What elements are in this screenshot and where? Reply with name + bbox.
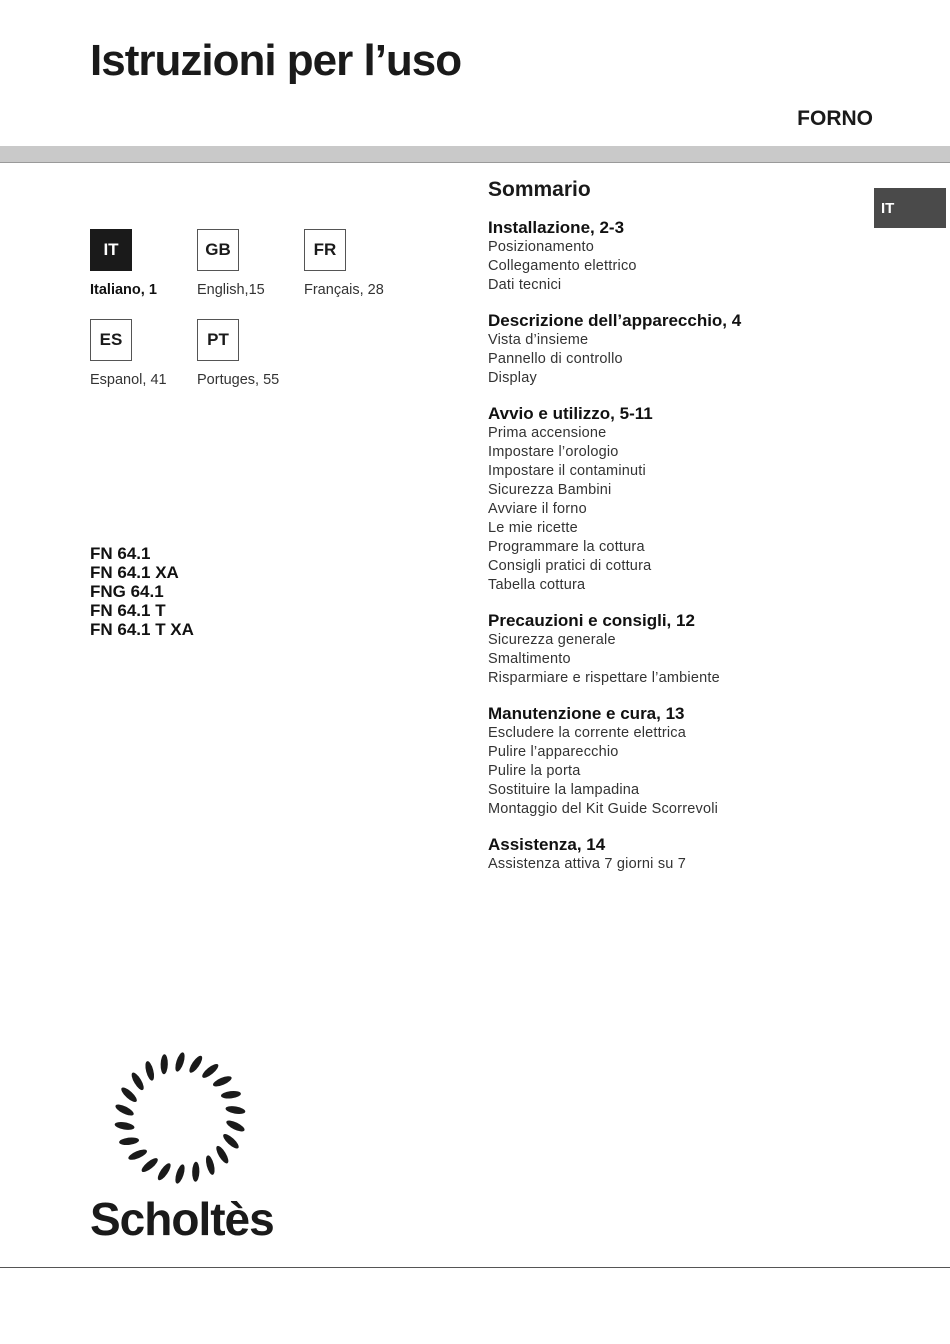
toc-item[interactable]: Vista d’insieme: [488, 332, 589, 348]
toc-title: Sommario: [488, 178, 591, 201]
toc-item[interactable]: Impostare l’orologio: [488, 444, 619, 460]
sun-ray: [204, 1155, 216, 1176]
lang-es[interactable]: [90, 319, 210, 388]
model-item: FN 64.1 T: [90, 601, 166, 620]
sun-ray: [221, 1132, 241, 1151]
lang-gb-label: English,15: [197, 282, 265, 298]
toc-section-heading[interactable]: Descrizione dell’apparecchio, 4: [488, 311, 742, 330]
toc-section-heading[interactable]: Assistenza, 14: [488, 835, 606, 854]
lang-it-label: Italiano, 1: [90, 282, 157, 298]
toc-item[interactable]: Posizionamento: [488, 239, 594, 255]
toc-item[interactable]: Assistenza attiva 7 giorni su 7: [488, 856, 687, 872]
toc-item[interactable]: Montaggio del Kit Guide Scorrevoli: [488, 801, 719, 817]
sun-ray: [200, 1062, 220, 1080]
toc-item[interactable]: Escludere la corrente elettrica: [488, 725, 687, 741]
toc-item[interactable]: Prima accensione: [488, 425, 607, 441]
sun-ray: [225, 1118, 246, 1133]
footer-divider: [0, 1267, 950, 1268]
toc-item[interactable]: Le mie ricette: [488, 520, 578, 536]
language-side-tab: IT: [874, 188, 946, 228]
model-item: FN 64.1: [90, 544, 151, 563]
lang-pt-badge[interactable]: PT: [197, 319, 239, 361]
header-divider: [0, 162, 950, 163]
toc-item[interactable]: Avviare il forno: [488, 501, 587, 517]
lang-fr-label: Français, 28: [304, 282, 384, 298]
toc-item[interactable]: Risparmiare e rispettare l’ambiente: [488, 670, 720, 686]
sun-ray: [160, 1054, 168, 1074]
sun-ray: [187, 1054, 204, 1075]
product-label: FORNO: [797, 107, 873, 130]
sun-ray: [119, 1137, 140, 1146]
model-item: FN 64.1 XA: [90, 563, 179, 582]
model-item: FNG 64.1: [90, 582, 164, 601]
toc-item[interactable]: Pulire la porta: [488, 763, 581, 779]
sun-ray: [192, 1162, 200, 1182]
sun-ray: [173, 1051, 186, 1072]
lang-fr[interactable]: [304, 229, 424, 298]
lang-pt[interactable]: [197, 319, 317, 388]
toc-section: [488, 218, 828, 295]
toc-item[interactable]: Smaltimento: [488, 651, 571, 667]
sun-ray: [114, 1102, 135, 1117]
toc-section: [488, 704, 828, 819]
toc-section-heading[interactable]: Installazione, 2-3: [488, 218, 625, 237]
lang-es-badge[interactable]: ES: [90, 319, 132, 361]
sun-ray: [140, 1156, 160, 1174]
toc-section: [488, 404, 828, 595]
lang-fr-badge[interactable]: FR: [304, 229, 346, 271]
sun-ray: [119, 1085, 139, 1104]
toc-item[interactable]: Pannello di controllo: [488, 351, 623, 367]
lang-pt-label: Portuges, 55: [197, 372, 280, 388]
sun-ray: [114, 1121, 135, 1132]
lang-gb-badge[interactable]: GB: [197, 229, 239, 271]
lang-gb[interactable]: [197, 229, 317, 298]
toc-item[interactable]: Sostituire la lampadina: [488, 782, 640, 798]
lang-it-badge[interactable]: IT: [90, 229, 132, 271]
sun-ray: [225, 1105, 246, 1116]
lang-it[interactable]: [90, 229, 210, 298]
model-list: [90, 544, 194, 639]
toc-item[interactable]: Sicurezza Bambini: [488, 482, 612, 498]
header-band: [0, 146, 950, 162]
sun-logo-icon: [110, 1048, 250, 1188]
toc-item[interactable]: Collegamento elettrico: [488, 258, 637, 274]
sun-ray: [127, 1147, 148, 1161]
brand-logo-text: Scholtès: [90, 1193, 274, 1245]
toc-item[interactable]: Consigli pratici di cottura: [488, 558, 652, 574]
toc-item[interactable]: Sicurezza generale: [488, 632, 616, 648]
toc-item[interactable]: Impostare il contaminuti: [488, 463, 646, 479]
toc-item[interactable]: Tabella cottura: [488, 577, 586, 593]
sun-ray: [214, 1144, 230, 1165]
model-item: FN 64.1 T XA: [90, 620, 194, 639]
sun-ray: [212, 1074, 233, 1088]
toc-section-heading[interactable]: Manutenzione e cura, 13: [488, 704, 685, 723]
sun-ray: [156, 1161, 173, 1182]
table-of-contents: [488, 178, 828, 890]
toc-item[interactable]: Display: [488, 370, 537, 386]
page-title: Istruzioni per l’uso: [90, 36, 462, 85]
toc-section: [488, 311, 828, 388]
toc-item[interactable]: Dati tecnici: [488, 277, 562, 293]
toc-item[interactable]: Pulire l’apparecchio: [488, 744, 619, 760]
lang-es-label: Espanol, 41: [90, 372, 167, 388]
toc-section: [488, 611, 828, 688]
sun-ray: [221, 1090, 242, 1099]
sun-ray: [144, 1060, 156, 1081]
toc-section: [488, 835, 828, 874]
sun-ray: [129, 1071, 145, 1092]
toc-section-heading[interactable]: Avvio e utilizzo, 5-11: [488, 404, 653, 423]
toc-section-heading[interactable]: Precauzioni e consigli, 12: [488, 611, 695, 630]
toc-item[interactable]: Programmare la cottura: [488, 539, 645, 555]
sun-ray: [173, 1163, 186, 1184]
